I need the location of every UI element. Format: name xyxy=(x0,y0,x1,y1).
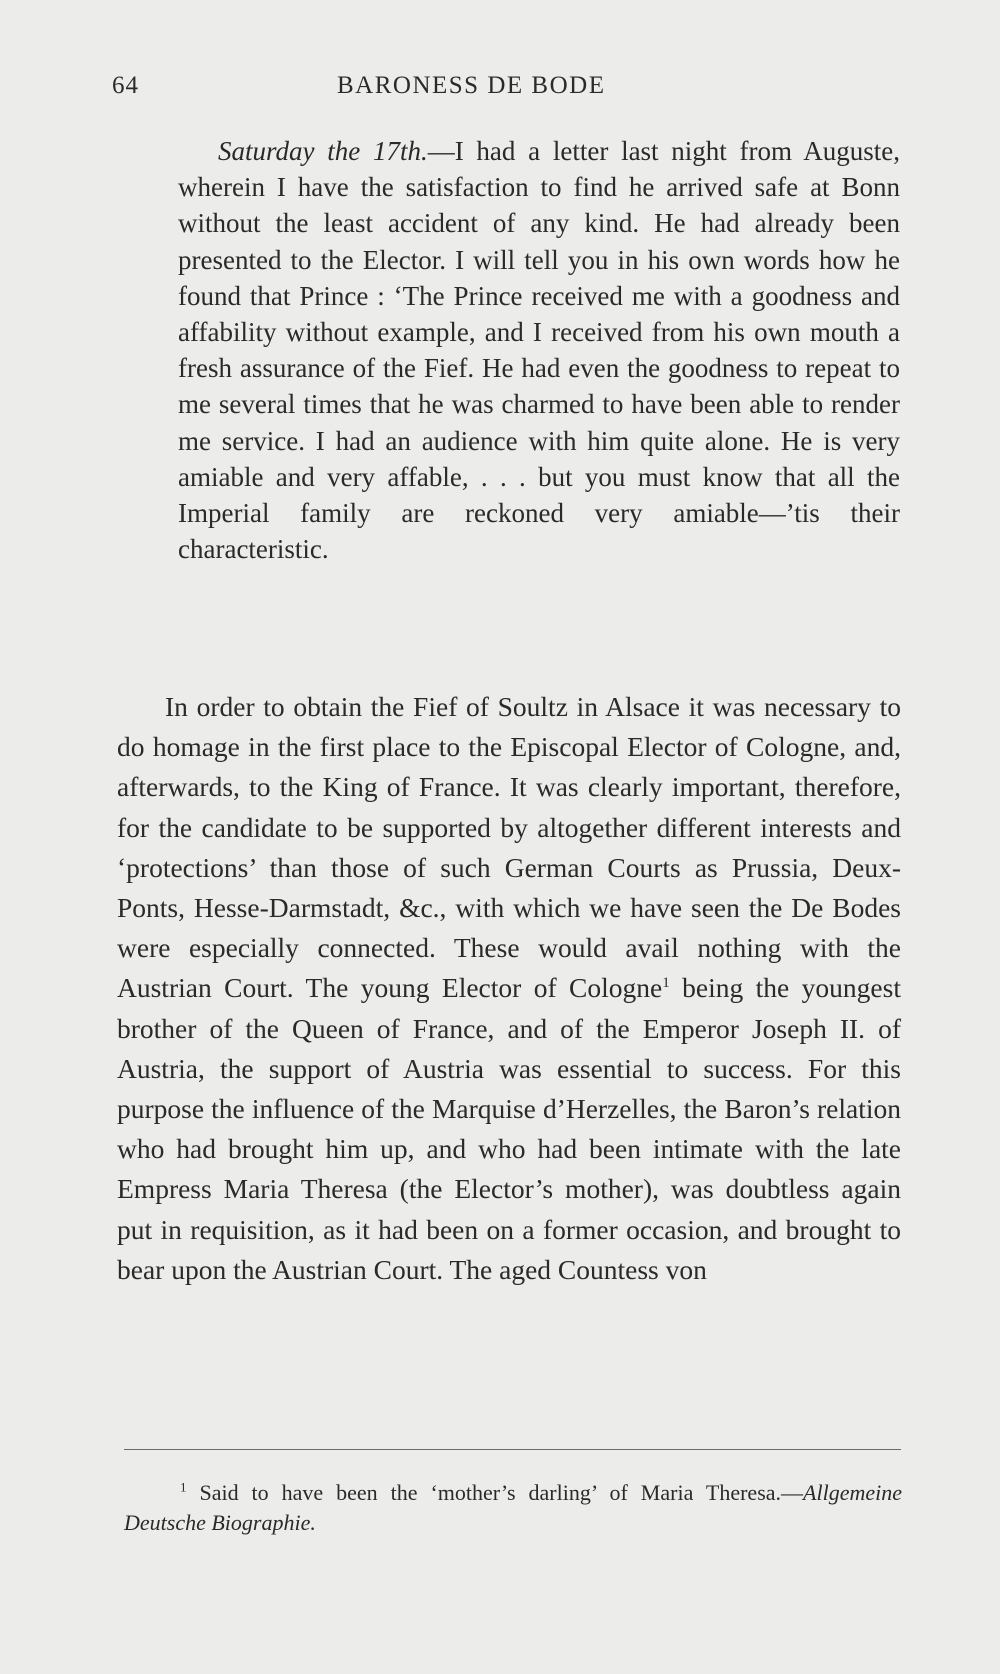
footnote-source: Allgemeine Deutsche Biographie. xyxy=(124,1480,902,1535)
narrative-paragraph xyxy=(117,687,901,1290)
footnote xyxy=(124,1478,902,1538)
running-head xyxy=(112,72,902,112)
letter-date: Saturday the 17th. xyxy=(218,136,428,166)
narrative-text-before-note: In order to obtain the Fief of Soultz in Alsace it was necessary to do homage in the first place to the Episcopal Elector of Cologne, and, afterwards, to the King of France. It was clearly important, therefore, for the candidate to be supported by altogether different interests and ‘protections’ than those of such German Courts as Prussia, Deux-Ponts, Hesse-Darmstadt, &c., with which we have seen the De Bodes were especially connected. These would avail nothing with the Austrian Court. The young Elector of Cologne xyxy=(117,691,901,1004)
footnote-text: Said to have been the ‘mother’s darling’ of Maria Theresa.— xyxy=(186,1480,804,1505)
letter-body: —I had a letter last night from Auguste, wherein I have the satisfaction to find he arrived safe at Bonn without the least accident of any kind. He had already been presented to the Elector. I will tell you in his own words how he found that Prince : ‘The Prince received me with a goodness and affability without example, and I received from his own mouth a fresh assurance of the Fief. He had even the goodness to repeat to me several times that he was charmed to have been able to render me service. I had an audience with him quite alone. He is very amiable and very affable, . . . but you must know that all the Imperial family are reckoned very amiable—’tis their characteristic. xyxy=(178,136,900,565)
footnote-reference: 1 xyxy=(662,975,670,992)
footnote-divider xyxy=(124,1449,901,1450)
footnote-marker: 1 xyxy=(180,1479,187,1495)
running-title: BARONESS DE BODE xyxy=(337,72,606,99)
page-number: 64 xyxy=(112,72,139,99)
letter-extract xyxy=(178,133,900,567)
narrative-text-after-note: being the youngest brother of the Queen of France, and of the Emperor Joseph II. of Austria, the support of Austria was essential to success. For this purpose the influence of the Marquise d’Herzelles, the Baron’s relation who had brought him up, and who had been intimate with the late Empress Maria Theresa (the Elector’s mother), was doubtless again put in requisition, as it had been on a former occasion, and brought to bear upon the Austrian Court. The aged Countess von xyxy=(117,972,901,1285)
